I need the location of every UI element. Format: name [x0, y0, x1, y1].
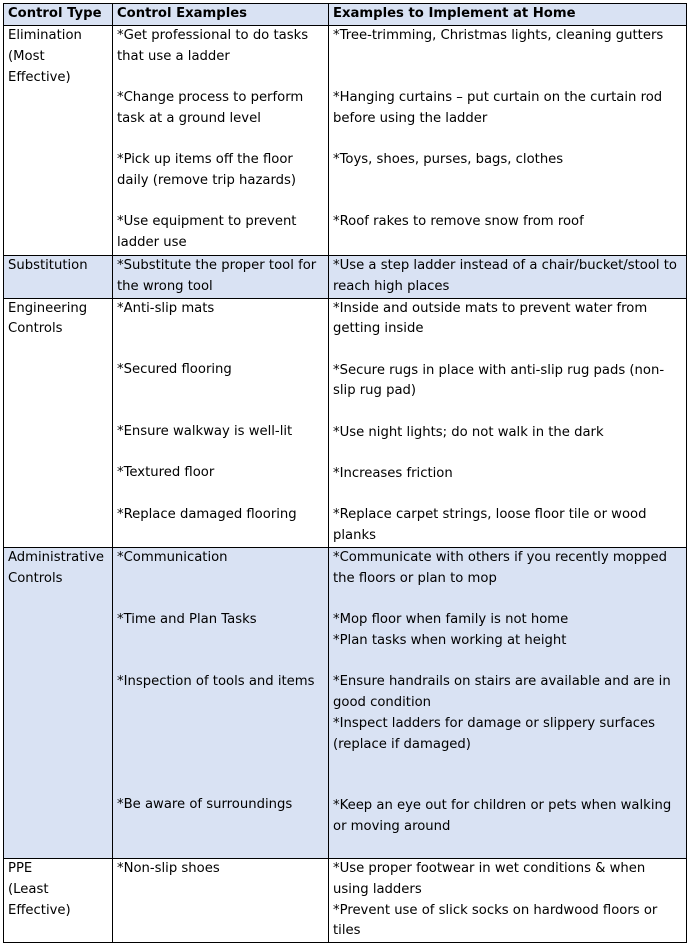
- home-example: *Mop floor when family is not home: [333, 612, 569, 628]
- home-example: *Inside and outside mats to prevent water from getting inside: [333, 300, 648, 337]
- home-example: *Use proper footwear in wet conditions & when using ladders: [333, 860, 646, 897]
- hazard-control-table: [3, 3, 687, 943]
- home-example: *Plan tasks when working at height: [333, 632, 567, 648]
- type-line: Effective): [8, 902, 71, 918]
- control-example: *Change process to perform task at a ground level: [117, 90, 304, 126]
- engineering-home-cell: [329, 298, 687, 547]
- row-ppe: [4, 858, 687, 942]
- control-example: *Ensure walkway is well-lit: [117, 424, 293, 440]
- home-example: *Tree-trimming, Christmas lights, cleaning gutters: [333, 28, 664, 43]
- administrative-examples-cell: [113, 547, 329, 858]
- control-example: *Use equipment to prevent ladder use: [117, 214, 297, 251]
- type-line: (Least: [8, 881, 49, 897]
- header-home-examples: Examples to Implement at Home: [329, 4, 687, 26]
- control-example: *Communication: [117, 549, 228, 565]
- control-example: *Pick up items off the floor daily (remove trip hazards): [117, 152, 297, 188]
- engineering-examples-cell: [113, 298, 329, 547]
- home-example: *Secure rugs in place with anti-slip rug pads (non-slip rug pad): [333, 362, 665, 399]
- type-line: Controls: [8, 321, 63, 337]
- header-control-type: Control Type: [4, 4, 113, 26]
- substitution-home-cell: *Use a step ladder instead of a chair/bucket/stool to reach high places: [329, 256, 687, 299]
- ppe-home-cell: [329, 858, 687, 942]
- home-example: *Ensure handrails on stairs are available and are in good condition: [333, 674, 671, 710]
- home-example: *Use night lights; do not walk in the dark: [333, 424, 604, 440]
- ppe-type-cell: [4, 858, 113, 942]
- elimination-type-cell: [4, 26, 113, 256]
- row-substitution: [4, 256, 687, 299]
- type-line: Administrative: [8, 549, 104, 565]
- control-example: *Get professional to do tasks that use a ladder: [117, 28, 309, 64]
- home-example: *Increases friction: [333, 466, 453, 482]
- administrative-type-cell: [4, 547, 113, 858]
- control-example: *Anti-slip mats: [117, 300, 215, 316]
- engineering-type-cell: [4, 298, 113, 547]
- control-example: *Be aware of surroundings: [117, 796, 293, 812]
- type-line: Elimination: [8, 28, 82, 43]
- row-elimination: [4, 26, 687, 256]
- home-example: *Communicate with others if you recently mopped the floors or plan to mop: [333, 549, 667, 586]
- type-line: Engineering: [8, 300, 88, 316]
- type-line: Effective): [8, 69, 71, 85]
- home-example: *Roof rakes to remove snow from roof: [333, 213, 584, 229]
- home-example: *Replace carpet strings, loose floor tile or wood planks: [333, 507, 647, 544]
- control-example: *Secured flooring: [117, 362, 232, 378]
- home-example: *Keep an eye out for children or pets when walking or moving around: [333, 798, 672, 835]
- header-row: [4, 4, 687, 26]
- elimination-examples-cell: [113, 26, 329, 256]
- administrative-home-cell: [329, 547, 687, 858]
- substitution-type-cell: Substitution: [4, 256, 113, 299]
- control-example: *Textured floor: [117, 465, 215, 481]
- type-line: PPE: [8, 860, 33, 876]
- row-engineering: [4, 298, 687, 547]
- control-example: *Inspection of tools and items: [117, 673, 315, 689]
- home-example: *Hanging curtains – put curtain on the curtain rod before using the ladder: [333, 89, 663, 126]
- elimination-home-cell: [329, 26, 687, 256]
- control-example: *Time and Plan Tasks: [117, 611, 257, 627]
- home-example: *Prevent use of slick socks on hardwood floors or tiles: [333, 902, 658, 939]
- row-administrative: [4, 547, 687, 858]
- type-line: Controls: [8, 570, 63, 586]
- substitution-example-cell: *Substitute the proper tool for the wrong tool: [113, 256, 329, 299]
- home-example: *Toys, shoes, purses, bags, clothes: [333, 151, 564, 167]
- home-example: *Inspect ladders for damage or slippery surfaces (replace if damaged): [333, 715, 656, 752]
- control-example: *Replace damaged flooring: [117, 506, 297, 522]
- type-line: (Most: [8, 48, 45, 64]
- header-control-examples: Control Examples: [113, 4, 329, 26]
- ppe-example-cell: *Non-slip shoes: [113, 858, 329, 942]
